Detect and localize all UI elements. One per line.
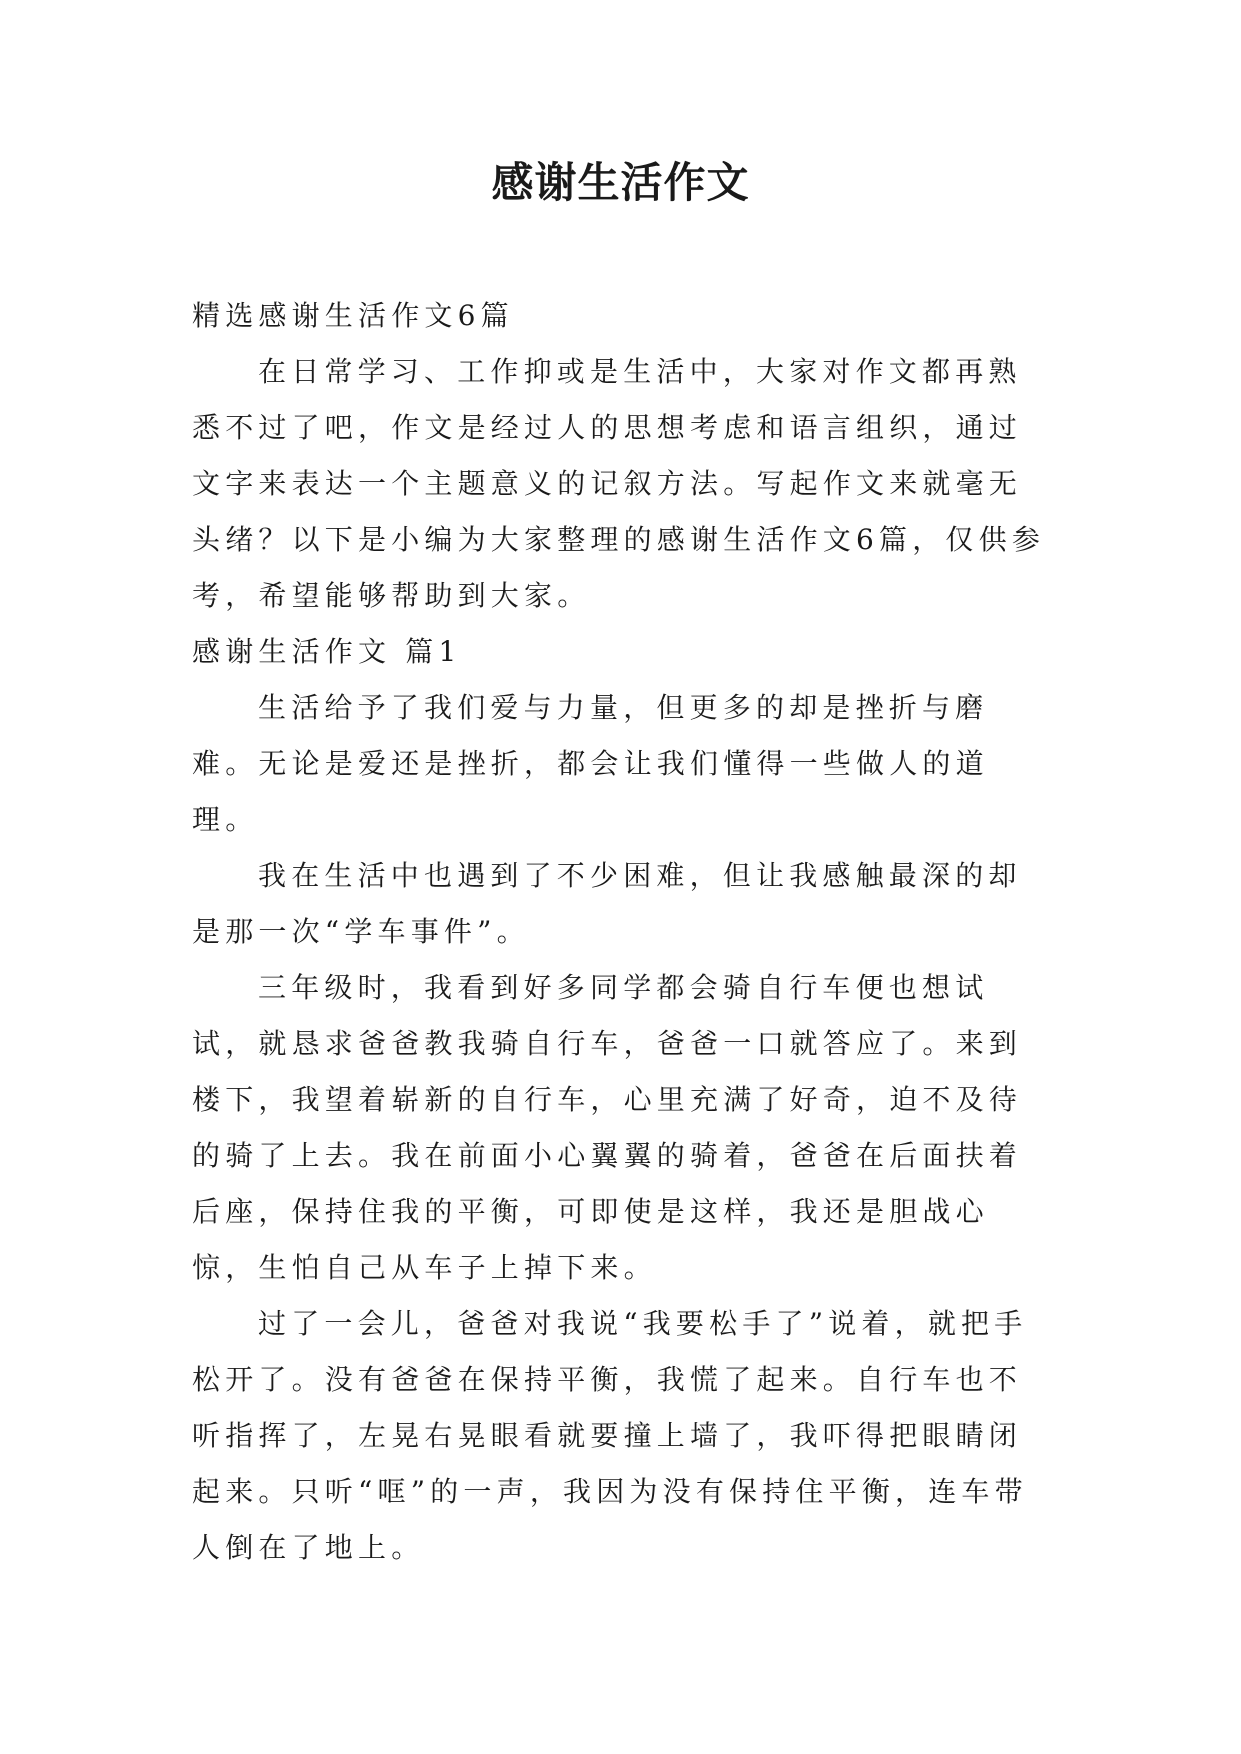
body-paragraph: 过了一会儿，爸爸对我说“我要松手了”说着，就把手松开了。没有爸爸在保持平衡，我慌了起来。自行车也不听指挥了，左晃右晃眼看就要撞上墙了，我吓得把眼睛闭起来。只听“哐”的一声，我因为没有保持住平衡，连车带人倒在了地上。	[192, 1307, 1028, 1564]
body-paragraph: 生活给予了我们爱与力量，但更多的却是挫折与磨难。无论是爱还是挫折，都会让我们懂得一些做人的道理。	[192, 691, 989, 836]
intro-paragraph: 在日常学习、工作抑或是生活中，大家对作文都再熟悉不过了吧，作文是经过人的思想考虑和语言组织，通过文字来表达一个主题意义的记叙方法。写起作文来就毫无头绪？以下是小编为大家整理的感谢生活作文6篇，仅供参考，希望能够帮助到大家。	[192, 355, 1046, 612]
document-body	[192, 288, 1052, 1576]
document-title: 感谢生活作文	[491, 158, 750, 207]
section-heading: 感谢生活作文 篇1	[192, 635, 462, 668]
body-paragraph: 我在生活中也遇到了不少困难，但让我感触最深的却是那一次“学车事件”。	[192, 859, 1022, 948]
document-subtitle: 精选感谢生活作文6篇	[192, 299, 514, 332]
body-paragraph: 三年级时，我看到好多同学都会骑自行车便也想试试，就恳求爸爸教我骑自行车，爸爸一口就答应了。来到楼下，我望着崭新的自行车，心里充满了好奇，迫不及待的骑了上去。我在前面小心翼翼的骑着，爸爸在后面扶着后座，保持住我的平衡，可即使是这样，我还是胆战心惊，生怕自己从车子上掉下来。	[192, 971, 1023, 1284]
